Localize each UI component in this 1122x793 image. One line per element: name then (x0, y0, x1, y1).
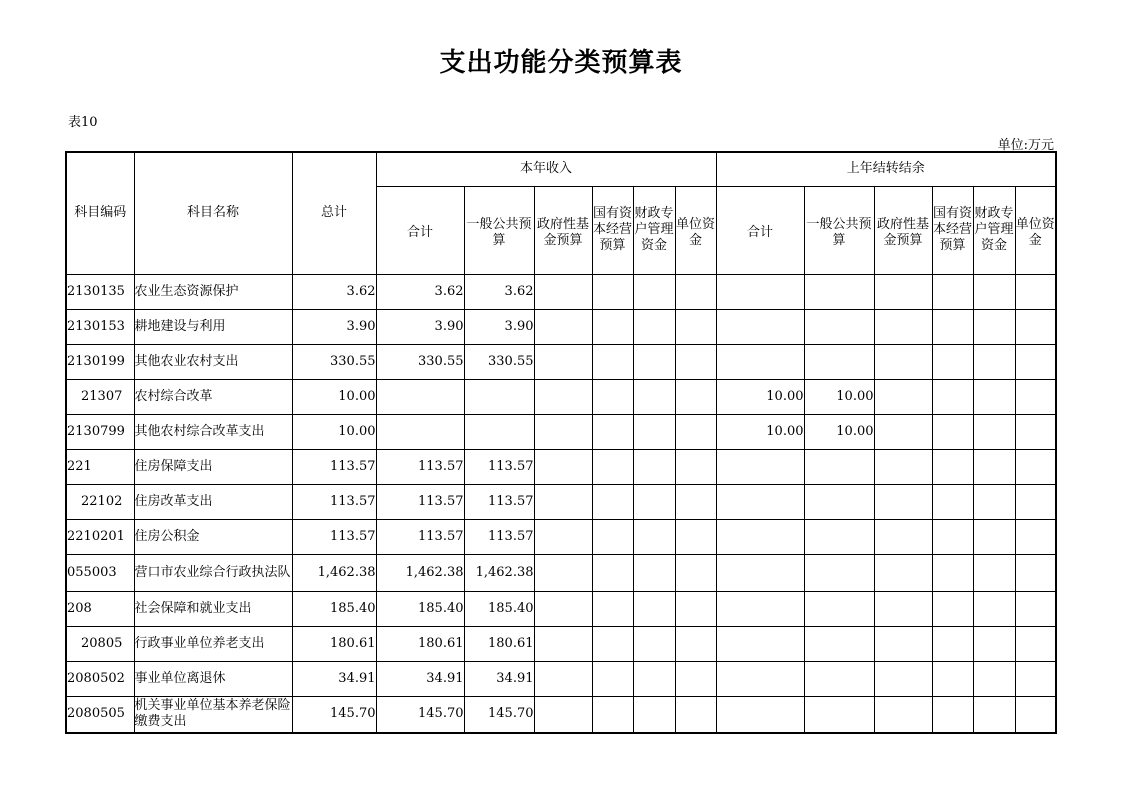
cell-carryover-state-capital (932, 379, 973, 414)
table-row (66, 554, 1056, 591)
cell-carryover-general-budget (804, 344, 874, 379)
table-row (66, 414, 1056, 449)
table-row (66, 661, 1056, 696)
cell-income-unit-funds (675, 449, 716, 484)
cell-income-subtotal: 145.70 (376, 696, 464, 733)
cell-name: 耕地建设与利用 (134, 309, 292, 344)
cell-income-fiscal-special (633, 449, 675, 484)
cell-code: 2130153 (66, 309, 134, 344)
cell-code: 208 (66, 591, 134, 626)
header-income-general-budget: 一般公共预算 (464, 186, 534, 274)
cell-income-unit-funds (675, 414, 716, 449)
cell-income-state-capital (592, 344, 633, 379)
cell-carryover-unit-funds (1015, 626, 1056, 661)
cell-carryover-state-capital (932, 696, 973, 733)
cell-carryover-general-budget (804, 591, 874, 626)
cell-income-state-capital (592, 661, 633, 696)
cell-total: 185.40 (292, 591, 376, 626)
cell-income-fiscal-special (633, 379, 675, 414)
cell-income-general-budget: 113.57 (464, 484, 534, 519)
header-carryover: 上年结转结余 (716, 152, 1056, 186)
cell-total: 3.62 (292, 274, 376, 309)
cell-carryover-state-capital (932, 661, 973, 696)
cell-total: 3.90 (292, 309, 376, 344)
cell-income-subtotal: 330.55 (376, 344, 464, 379)
cell-carryover-fiscal-special (973, 591, 1015, 626)
cell-income-state-capital (592, 554, 633, 591)
cell-carryover-unit-funds (1015, 554, 1056, 591)
cell-income-general-budget: 113.57 (464, 519, 534, 554)
cell-income-state-capital (592, 309, 633, 344)
cell-income-state-capital (592, 519, 633, 554)
cell-code: 221 (66, 449, 134, 484)
cell-income-state-capital (592, 696, 633, 733)
cell-carryover-state-capital (932, 554, 973, 591)
header-total: 总计 (292, 152, 376, 274)
cell-total: 10.00 (292, 414, 376, 449)
cell-carryover-subtotal (716, 484, 804, 519)
cell-income-subtotal: 180.61 (376, 626, 464, 661)
cell-code: 2210201 (66, 519, 134, 554)
header-carryover-general-budget: 一般公共预算 (804, 186, 874, 274)
cell-name: 事业单位离退休 (134, 661, 292, 696)
cell-income-unit-funds (675, 554, 716, 591)
cell-income-general-budget: 3.90 (464, 309, 534, 344)
table-row (66, 309, 1056, 344)
cell-carryover-gov-fund-budget (874, 484, 932, 519)
header-current-income: 本年收入 (376, 152, 716, 186)
header-income-unit-funds: 单位资金 (675, 186, 716, 274)
cell-carryover-subtotal (716, 449, 804, 484)
cell-income-gov-fund-budget (534, 274, 592, 309)
cell-income-fiscal-special (633, 274, 675, 309)
cell-name: 机关事业单位基本养老保险缴费支出 (134, 696, 292, 733)
cell-carryover-general-budget (804, 449, 874, 484)
cell-carryover-subtotal (716, 274, 804, 309)
cell-carryover-general-budget (804, 696, 874, 733)
cell-income-unit-funds (675, 274, 716, 309)
cell-income-fiscal-special (633, 626, 675, 661)
cell-code: 22102 (66, 484, 134, 519)
cell-carryover-subtotal (716, 626, 804, 661)
cell-income-general-budget (464, 414, 534, 449)
cell-income-unit-funds (675, 309, 716, 344)
cell-income-general-budget: 185.40 (464, 591, 534, 626)
header-income-state-capital: 国有资本经营预算 (592, 186, 633, 274)
header-income-fiscal-special: 财政专户管理资金 (633, 186, 675, 274)
cell-carryover-state-capital (932, 414, 973, 449)
cell-code: 20805 (66, 626, 134, 661)
header-carryover-state-capital: 国有资本经营预算 (932, 186, 973, 274)
cell-income-gov-fund-budget (534, 661, 592, 696)
cell-income-subtotal (376, 379, 464, 414)
cell-carryover-fiscal-special (973, 449, 1015, 484)
cell-income-unit-funds (675, 379, 716, 414)
cell-income-fiscal-special (633, 309, 675, 344)
unit-label: 单位:万元 (997, 138, 1054, 153)
cell-income-gov-fund-budget (534, 449, 592, 484)
cell-carryover-unit-funds (1015, 344, 1056, 379)
table-row (66, 379, 1056, 414)
cell-carryover-fiscal-special (973, 484, 1015, 519)
cell-income-unit-funds (675, 344, 716, 379)
cell-name: 住房改革支出 (134, 484, 292, 519)
cell-income-gov-fund-budget (534, 519, 592, 554)
cell-income-gov-fund-budget (534, 554, 592, 591)
cell-carryover-general-budget (804, 626, 874, 661)
table-row (66, 696, 1056, 733)
cell-income-state-capital (592, 274, 633, 309)
cell-total: 180.61 (292, 626, 376, 661)
cell-carryover-general-budget (804, 554, 874, 591)
header-income-gov-fund-budget: 政府性基金预算 (534, 186, 592, 274)
cell-income-state-capital (592, 591, 633, 626)
cell-income-fiscal-special (633, 484, 675, 519)
cell-carryover-gov-fund-budget (874, 626, 932, 661)
cell-income-gov-fund-budget (534, 484, 592, 519)
cell-carryover-general-budget (804, 661, 874, 696)
cell-carryover-fiscal-special (973, 519, 1015, 554)
cell-name: 其他农业农村支出 (134, 344, 292, 379)
cell-carryover-gov-fund-budget (874, 696, 932, 733)
cell-carryover-general-budget (804, 309, 874, 344)
cell-total: 113.57 (292, 484, 376, 519)
cell-carryover-subtotal (716, 696, 804, 733)
cell-income-subtotal: 185.40 (376, 591, 464, 626)
cell-income-fiscal-special (633, 344, 675, 379)
cell-income-state-capital (592, 414, 633, 449)
cell-carryover-fiscal-special (973, 274, 1015, 309)
cell-income-unit-funds (675, 626, 716, 661)
cell-income-subtotal: 3.90 (376, 309, 464, 344)
cell-carryover-subtotal: 10.00 (716, 379, 804, 414)
header-code: 科目编码 (66, 152, 134, 274)
cell-income-gov-fund-budget (534, 379, 592, 414)
cell-carryover-unit-funds (1015, 414, 1056, 449)
cell-income-gov-fund-budget (534, 696, 592, 733)
cell-income-subtotal (376, 414, 464, 449)
cell-income-general-budget: 34.91 (464, 661, 534, 696)
cell-income-gov-fund-budget (534, 414, 592, 449)
cell-carryover-general-budget: 10.00 (804, 414, 874, 449)
cell-carryover-unit-funds (1015, 696, 1056, 733)
cell-income-general-budget: 145.70 (464, 696, 534, 733)
cell-carryover-state-capital (932, 484, 973, 519)
cell-carryover-fiscal-special (973, 309, 1015, 344)
cell-carryover-fiscal-special (973, 626, 1015, 661)
cell-name: 行政事业单位养老支出 (134, 626, 292, 661)
cell-income-subtotal: 34.91 (376, 661, 464, 696)
cell-carryover-state-capital (932, 344, 973, 379)
cell-carryover-subtotal (716, 554, 804, 591)
cell-income-gov-fund-budget (534, 309, 592, 344)
page-title: 支出功能分类预算表 (439, 48, 683, 78)
header-carryover-gov-fund-budget: 政府性基金预算 (874, 186, 932, 274)
header-carryover-fiscal-special: 财政专户管理资金 (973, 186, 1015, 274)
cell-income-general-budget (464, 379, 534, 414)
cell-income-general-budget: 180.61 (464, 626, 534, 661)
cell-carryover-state-capital (932, 274, 973, 309)
cell-carryover-gov-fund-budget (874, 379, 932, 414)
header-income-subtotal: 合计 (376, 186, 464, 274)
cell-income-gov-fund-budget (534, 626, 592, 661)
cell-total: 10.00 (292, 379, 376, 414)
table-row (66, 449, 1056, 484)
cell-name: 住房公积金 (134, 519, 292, 554)
header-name: 科目名称 (134, 152, 292, 274)
cell-carryover-gov-fund-budget (874, 449, 932, 484)
cell-income-subtotal: 3.62 (376, 274, 464, 309)
cell-total: 330.55 (292, 344, 376, 379)
cell-income-gov-fund-budget (534, 344, 592, 379)
cell-income-fiscal-special (633, 661, 675, 696)
cell-carryover-unit-funds (1015, 484, 1056, 519)
table-row (66, 344, 1056, 379)
table-row (66, 484, 1056, 519)
cell-name: 营口市农业综合行政执法队 (134, 554, 292, 591)
cell-income-state-capital (592, 449, 633, 484)
cell-income-gov-fund-budget (534, 591, 592, 626)
cell-carryover-state-capital (932, 309, 973, 344)
cell-carryover-general-budget (804, 519, 874, 554)
cell-code: 2080505 (66, 696, 134, 733)
cell-carryover-unit-funds (1015, 449, 1056, 484)
cell-carryover-subtotal (716, 344, 804, 379)
cell-carryover-gov-fund-budget (874, 519, 932, 554)
cell-carryover-fiscal-special (973, 661, 1015, 696)
cell-code: 2130199 (66, 344, 134, 379)
cell-code: 055003 (66, 554, 134, 591)
table-row (66, 626, 1056, 661)
cell-carryover-state-capital (932, 519, 973, 554)
cell-code: 2130135 (66, 274, 134, 309)
cell-income-state-capital (592, 484, 633, 519)
cell-income-unit-funds (675, 661, 716, 696)
cell-name: 住房保障支出 (134, 449, 292, 484)
cell-carryover-subtotal (716, 661, 804, 696)
cell-carryover-general-budget (804, 484, 874, 519)
table-row (66, 274, 1056, 309)
cell-carryover-general-budget: 10.00 (804, 379, 874, 414)
cell-code: 2080502 (66, 661, 134, 696)
cell-income-subtotal: 113.57 (376, 519, 464, 554)
cell-carryover-fiscal-special (973, 414, 1015, 449)
cell-carryover-gov-fund-budget (874, 414, 932, 449)
cell-carryover-gov-fund-budget (874, 344, 932, 379)
cell-carryover-state-capital (932, 591, 973, 626)
cell-income-state-capital (592, 626, 633, 661)
table-number: 表10 (68, 115, 98, 130)
cell-carryover-general-budget (804, 274, 874, 309)
cell-carryover-fiscal-special (973, 554, 1015, 591)
cell-income-general-budget: 113.57 (464, 449, 534, 484)
cell-name: 农村综合改革 (134, 379, 292, 414)
cell-income-unit-funds (675, 484, 716, 519)
cell-carryover-fiscal-special (973, 344, 1015, 379)
cell-carryover-fiscal-special (973, 696, 1015, 733)
cell-total: 145.70 (292, 696, 376, 733)
cell-code: 2130799 (66, 414, 134, 449)
cell-carryover-state-capital (932, 626, 973, 661)
budget-table (65, 151, 1057, 734)
cell-carryover-unit-funds (1015, 519, 1056, 554)
cell-income-fiscal-special (633, 696, 675, 733)
cell-carryover-subtotal (716, 309, 804, 344)
cell-carryover-subtotal (716, 519, 804, 554)
cell-total: 1,462.38 (292, 554, 376, 591)
cell-carryover-subtotal: 10.00 (716, 414, 804, 449)
cell-income-subtotal: 113.57 (376, 484, 464, 519)
cell-name: 其他农村综合改革支出 (134, 414, 292, 449)
cell-name: 社会保障和就业支出 (134, 591, 292, 626)
cell-carryover-gov-fund-budget (874, 274, 932, 309)
cell-income-unit-funds (675, 696, 716, 733)
cell-carryover-gov-fund-budget (874, 309, 932, 344)
cell-income-general-budget: 330.55 (464, 344, 534, 379)
cell-carryover-gov-fund-budget (874, 591, 932, 626)
cell-carryover-unit-funds (1015, 379, 1056, 414)
cell-carryover-unit-funds (1015, 274, 1056, 309)
cell-total: 113.57 (292, 519, 376, 554)
cell-income-unit-funds (675, 591, 716, 626)
cell-carryover-unit-funds (1015, 309, 1056, 344)
header-carryover-unit-funds: 单位资金 (1015, 186, 1056, 274)
cell-income-general-budget: 3.62 (464, 274, 534, 309)
cell-name: 农业生态资源保护 (134, 274, 292, 309)
cell-income-fiscal-special (633, 414, 675, 449)
cell-carryover-fiscal-special (973, 379, 1015, 414)
table-row (66, 519, 1056, 554)
cell-income-general-budget: 1,462.38 (464, 554, 534, 591)
cell-carryover-unit-funds (1015, 591, 1056, 626)
cell-code: 21307 (66, 379, 134, 414)
cell-income-unit-funds (675, 519, 716, 554)
cell-carryover-gov-fund-budget (874, 661, 932, 696)
cell-carryover-gov-fund-budget (874, 554, 932, 591)
cell-total: 34.91 (292, 661, 376, 696)
cell-carryover-subtotal (716, 591, 804, 626)
cell-income-subtotal: 1,462.38 (376, 554, 464, 591)
cell-income-fiscal-special (633, 554, 675, 591)
table-row (66, 591, 1056, 626)
cell-carryover-unit-funds (1015, 661, 1056, 696)
cell-total: 113.57 (292, 449, 376, 484)
cell-income-state-capital (592, 379, 633, 414)
cell-income-fiscal-special (633, 519, 675, 554)
header-carryover-subtotal: 合计 (716, 186, 804, 274)
cell-income-fiscal-special (633, 591, 675, 626)
cell-income-subtotal: 113.57 (376, 449, 464, 484)
cell-carryover-state-capital (932, 449, 973, 484)
